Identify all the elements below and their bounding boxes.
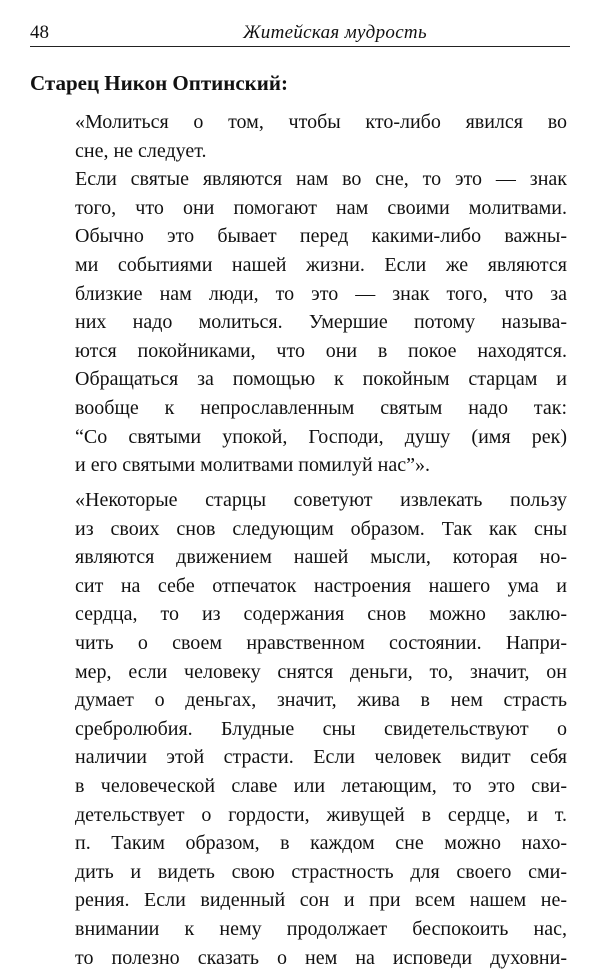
text-line: сребролюбия. Блудные сны свидетельствуют о bbox=[75, 717, 567, 740]
text-line: наличии этой страсти. Если человек видит себя bbox=[75, 746, 567, 769]
text-line: ми событиями нашей жизни. Если же являются bbox=[75, 253, 567, 276]
text-line: внимании к нему продолжает беспокоить нас, bbox=[75, 917, 567, 940]
text-line: и его святыми молитвами помилуй нас”». bbox=[75, 454, 431, 477]
text-line: в человеческой славе или летающим, то это сви- bbox=[75, 774, 567, 797]
text-line: дить и видеть свою страстность для своего сми- bbox=[75, 860, 567, 883]
text-line: Обращаться за помощью к покойным старцам и bbox=[75, 368, 567, 391]
text-line: сит на себе отпечаток настроения нашего ума и bbox=[75, 574, 567, 597]
text-line: из своих снов следующим образом. Так как сны bbox=[75, 517, 567, 540]
text-line: мер, если человеку снятся деньги, то, значит, он bbox=[75, 660, 567, 683]
section-heading: Старец Никон Оптинский: bbox=[30, 71, 288, 95]
paragraph-1 bbox=[75, 108, 567, 480]
page-header bbox=[30, 20, 570, 47]
text-line: того, что они помогают нам своими молитвами. bbox=[75, 196, 567, 219]
text-line: «Некоторые старцы советуют извлекать пользу bbox=[75, 489, 567, 511]
text-line: детельствует о гордости, живущей в сердце, и т. bbox=[75, 803, 567, 826]
text-line: п. Таким образом, в каждом сне можно нахо- bbox=[75, 832, 567, 855]
text-line: ются покойниками, что они в покое находятся. bbox=[75, 339, 567, 362]
text-line: являются движением нашей мысли, которая но- bbox=[75, 546, 567, 569]
text-line: думает о деньгах, значит, жива в нем страсть bbox=[75, 689, 567, 712]
text-line: то полезно сказать о нем на исповеди духовни- bbox=[75, 946, 567, 969]
text-line: “Со святыми упокой, Господи, душу (имя рек) bbox=[75, 425, 567, 448]
running-title: Житейская мудрость bbox=[243, 22, 427, 43]
text-line: Если святые являются нам во сне, то это — знак bbox=[75, 168, 567, 191]
text-line: близкие нам люди, то это — знак того, что за bbox=[75, 282, 567, 305]
text-line: Обычно это бывает перед какими-либо важны- bbox=[75, 225, 567, 248]
paragraph-2 bbox=[75, 486, 567, 972]
text-line: сне, не следует. bbox=[75, 139, 207, 162]
page-number: 48 bbox=[30, 22, 49, 43]
text-line: чить о своем нравственном состоянии. Напри- bbox=[75, 631, 567, 654]
text-line: вообще к непрославленным святым надо так: bbox=[75, 396, 567, 419]
text-line: рения. Если виденный сон и при всем нашем не- bbox=[75, 889, 567, 912]
text-line: «Молиться о том, чтобы кто-либо явился во bbox=[75, 111, 567, 133]
text-line: сердца, то из содержания снов можно заклю- bbox=[75, 603, 567, 626]
text-line: них надо молиться. Умершие потому называ- bbox=[75, 311, 567, 334]
